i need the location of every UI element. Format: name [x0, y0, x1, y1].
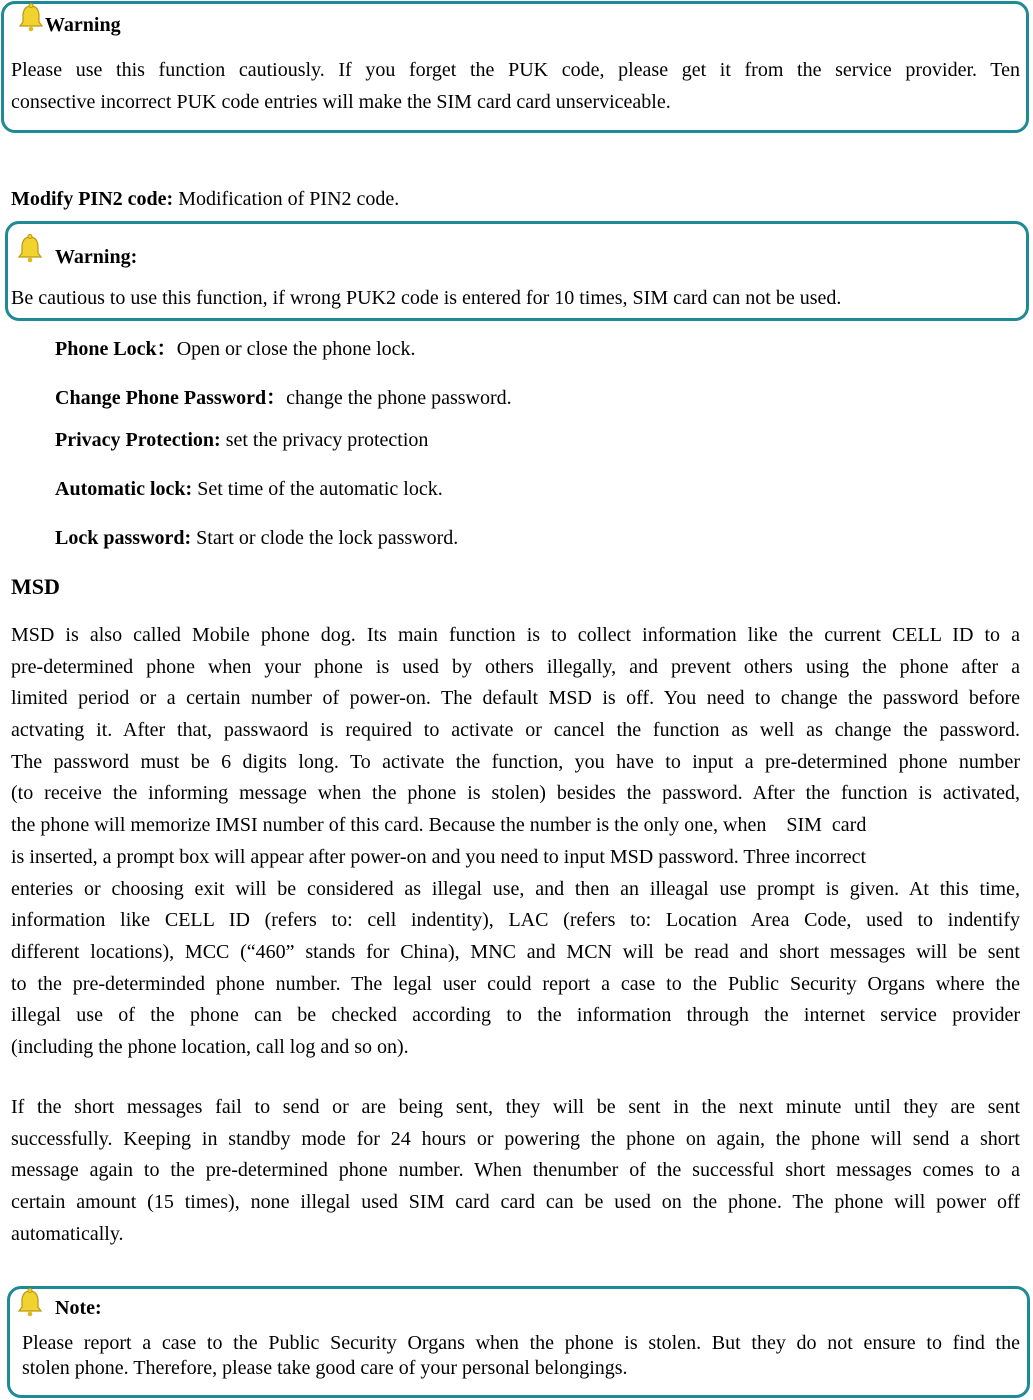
msd-paragraph-2 — [11, 1092, 1020, 1250]
paragraph-line: If the short messages fail to send or are being sent, they will be sent in the next minute until they are sent — [11, 1096, 1020, 1118]
warning-title: Warning: — [55, 246, 138, 268]
warning-text-line: Please use this function cautiously. If you forget the PUK code, please get it from the service provider. Ten — [11, 59, 1020, 81]
paragraph-line: successfully. Keeping in standby mode for 24 hours or powering the phone on again, the phone will send a short — [11, 1127, 1020, 1150]
note-title: Note: — [55, 1297, 102, 1319]
setting-label: Privacy Protection: — [55, 429, 221, 451]
pin2-label: Modify PIN2 code: — [11, 188, 174, 210]
paragraph-line: information like CELL ID (refers to: cell indentity), LAC (refers to: Location Area Code, used to indentify — [11, 909, 1020, 932]
paragraph-line: automatically. — [11, 1222, 124, 1245]
setting-label: Automatic lock: — [55, 478, 193, 500]
paragraph-line: message again to the pre-determined phone number. When thenumber of the successful short messages comes to a — [11, 1159, 1020, 1182]
bell-icon — [17, 1287, 43, 1317]
setting-text: Set time of the automatic lock. — [192, 478, 443, 500]
paragraph-line: to the pre-determinded phone number. The legal user could report a case to the Public Security Organs where the — [11, 972, 1020, 995]
setting-privacy-protection — [55, 429, 428, 452]
warning-text-line: consective incorrect PUK code entries will make the SIM card card unserviceable. — [11, 91, 671, 113]
paragraph-line: actvating it. After that, passwaord is required to activate or cancel the function as well as change the password. — [11, 719, 1020, 742]
bell-icon — [18, 2, 44, 32]
paragraph-line: enteries or choosing exit will be considered as illegal use, and then an illeagal use prompt is given. At this time, — [11, 877, 1020, 900]
bell-icon — [17, 233, 43, 263]
paragraph-line: is inserted, a prompt box will appear after power-on and you need to input MSD password. Three incorrect — [11, 845, 867, 868]
section-heading-msd: MSD — [11, 574, 60, 599]
setting-text: set the privacy protection — [220, 429, 429, 451]
setting-text: Open or close the phone lock. — [176, 338, 416, 360]
setting-label: Change Phone Password： — [55, 387, 287, 409]
paragraph-line: pre-determined phone when your phone is used by others illegally, and prevent others using the phone after a — [11, 655, 1020, 678]
setting-label: Phone Lock： — [55, 338, 177, 360]
paragraph-line: the phone will memorize IMSI number of this card. Because the number is the only one, when SIM card — [11, 814, 867, 837]
setting-automatic-lock — [55, 478, 443, 501]
msd-paragraph-1 — [11, 620, 1020, 1064]
paragraph-line: illegal use of the phone can be checked according to the information through the internet service provider — [11, 1004, 1020, 1027]
setting-text: change the phone password. — [286, 387, 512, 409]
pin2-line — [11, 188, 399, 211]
note-text-line: stolen phone. Therefore, please take good care of your personal belongings. — [22, 1357, 628, 1379]
paragraph-line: The password must be 6 digits long. To activate the function, you have to input a pre-determined phone number — [11, 750, 1020, 773]
setting-lock-password — [55, 527, 458, 550]
warning-title: Warning — [45, 14, 121, 36]
setting-phone-lock — [55, 332, 416, 361]
paragraph-line: MSD is also called Mobile phone dog. Its main function is to collect information like the current CELL ID to a — [11, 624, 1020, 646]
paragraph-line: (including the phone location, call log and so on). — [11, 1035, 409, 1058]
paragraph-line: certain amount (15 times), none illegal used SIM card card can be used on the phone. The phone will power off — [11, 1191, 1020, 1214]
setting-text: Start or clode the lock password. — [191, 527, 459, 549]
setting-label: Lock password: — [55, 527, 192, 549]
paragraph-line: (to receive the informing message when the phone is stolen) besides the password. After the function is activated, — [11, 782, 1020, 805]
note-text-line: Please report a case to the Public Security Organs when the phone is stolen. But they do not ensure to find the — [22, 1332, 1020, 1354]
warning-text: Be cautious to use this function, if wrong PUK2 code is entered for 10 times, SIM card can not be used. — [11, 287, 842, 309]
setting-change-password — [55, 381, 512, 410]
paragraph-line: different locations), MCC (“460” stands for China), MNC and MCN will be read and short messages will be sent — [11, 940, 1020, 963]
pin2-text: Modification of PIN2 code. — [173, 188, 400, 210]
paragraph-line: limited period or a certain number of power-on. The default MSD is off. You need to change the password before — [11, 687, 1020, 710]
